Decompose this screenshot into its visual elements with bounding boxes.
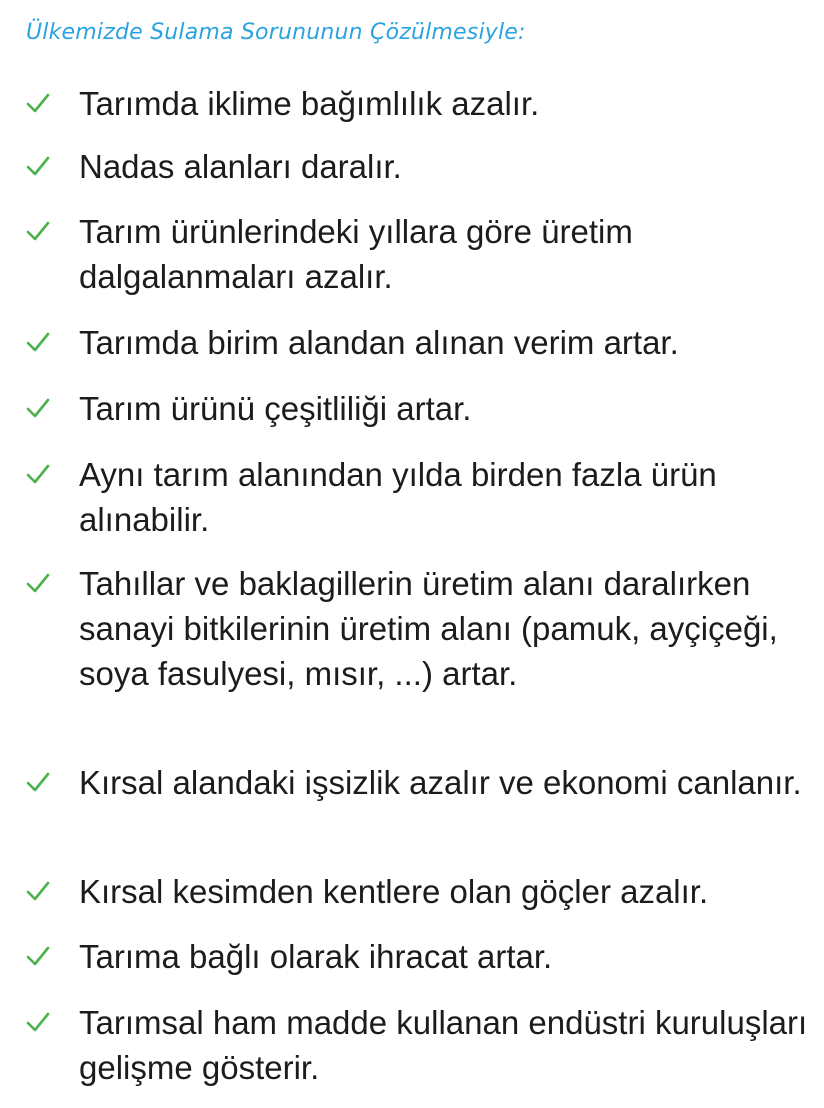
list-item-text: Tarımda iklime bağımlılık azalır.: [79, 85, 540, 122]
check-mark-icon: [25, 878, 51, 904]
check-mark-icon: [25, 218, 51, 244]
check-mark-icon: [25, 329, 51, 355]
list-item-text: Tarım ürünü çeşitliliği artar.: [79, 390, 472, 427]
list-item-text: Kırsal alandaki işsizlik azalır ve ekonomi canlanır.: [79, 764, 802, 801]
list-item-text: Aynı tarım alanından yılda birden fazla ürün alınabilir.: [79, 456, 717, 538]
list-item-text: Kırsal kesimden kentlere olan göçler azalır.: [79, 873, 709, 910]
check-mark-icon: [25, 769, 51, 795]
check-mark-icon: [25, 570, 51, 596]
check-mark-icon: [25, 90, 51, 116]
list-item-text: Nadas alanları daralır.: [79, 148, 402, 185]
check-mark-icon: [25, 943, 51, 969]
check-mark-icon: [25, 1009, 51, 1035]
list-item-text: Tarıma bağlı olarak ihracat artar.: [79, 938, 553, 975]
list-item-text: Tahıllar ve baklagillerin üretim alanı daralırken sanayi bitkilerinin üretim alanı (pamuk, ayçiçeği, soya fasulyesi, mısır, ...) artar.: [79, 565, 778, 692]
check-mark-icon: [25, 153, 51, 179]
check-mark-icon: [25, 395, 51, 421]
list-item-text: Tarımda birim alandan alınan verim artar.: [79, 324, 679, 361]
list-item-text: Tarımsal ham madde kullanan endüstri kuruluşları gelişme gösterir.: [79, 1004, 808, 1086]
check-mark-icon: [25, 461, 51, 487]
list-item-text: Tarım ürünlerindeki yıllara göre üretim dalgalanmaları azalır.: [79, 213, 633, 295]
section-heading: Ülkemizde Sulama Sorununun Çözülmesiyle:: [26, 20, 526, 45]
